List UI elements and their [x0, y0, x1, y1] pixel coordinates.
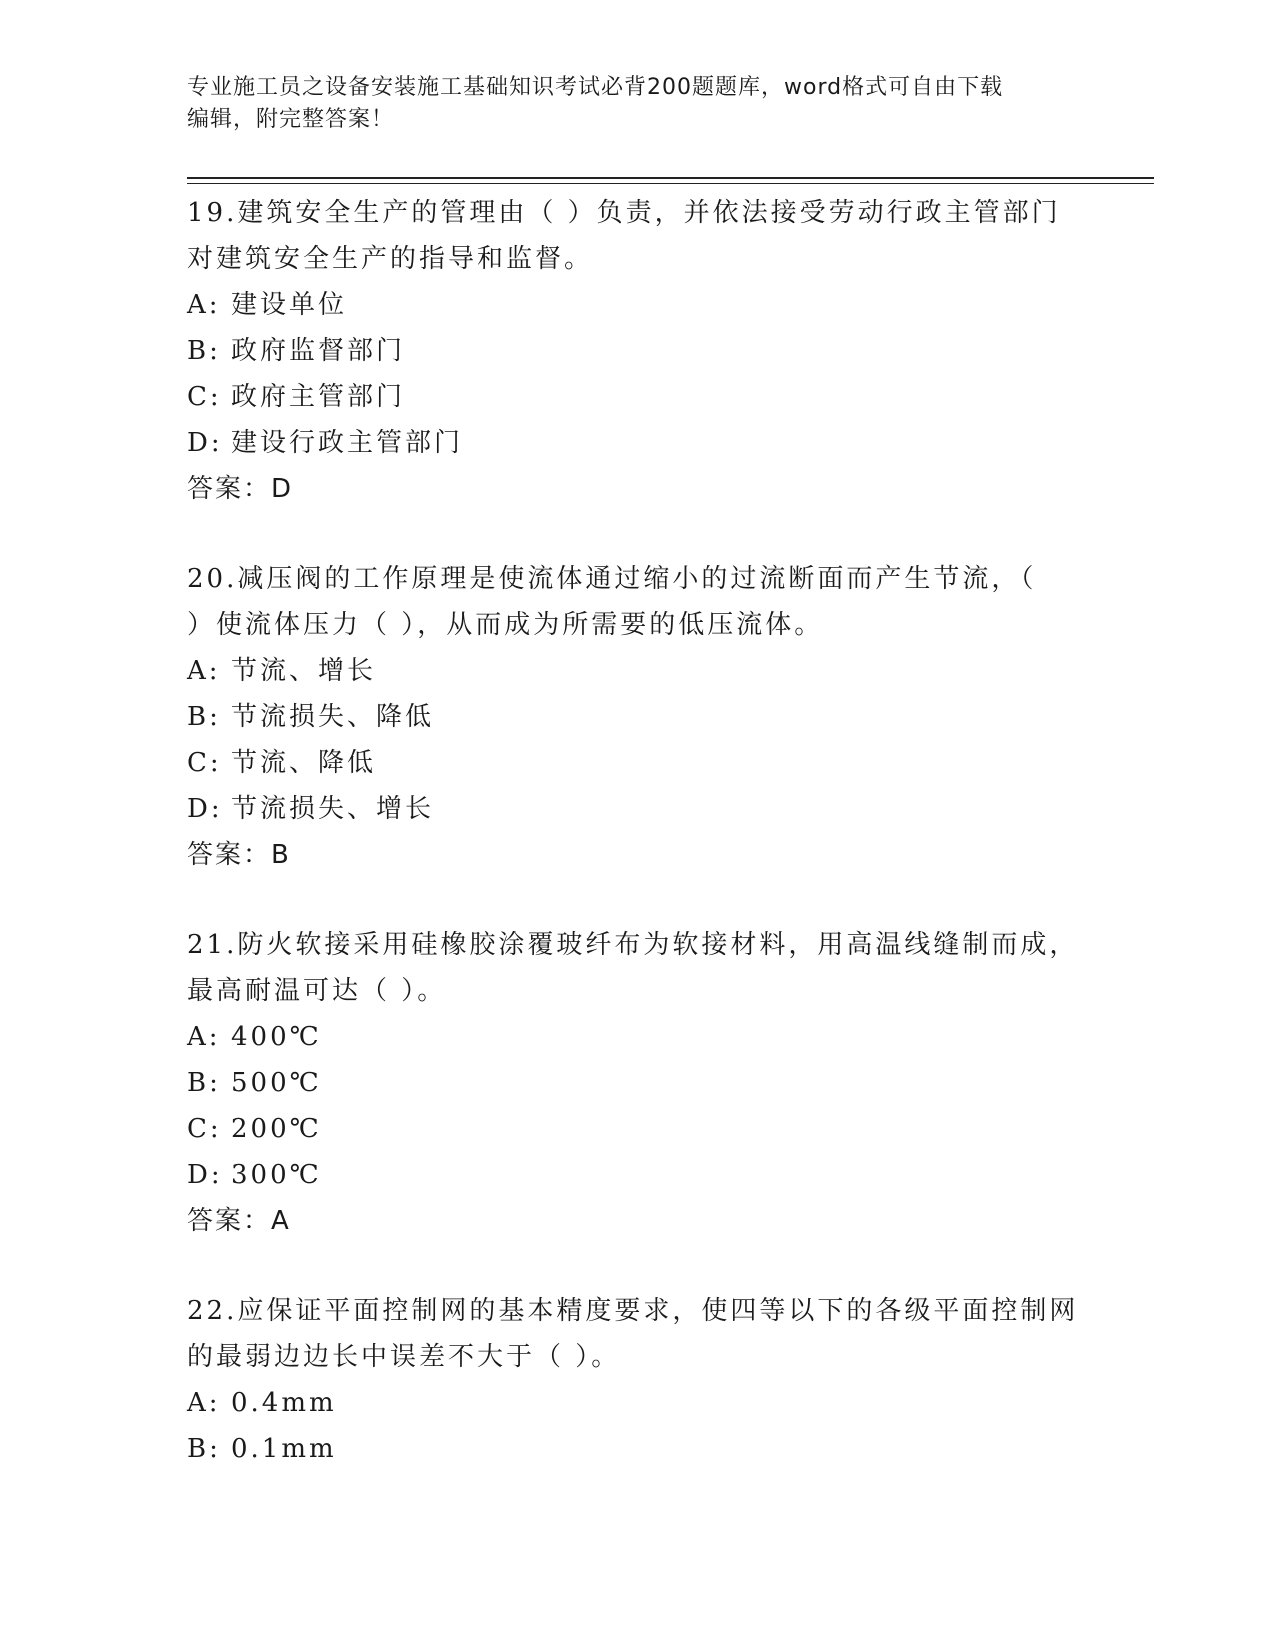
option-text: 建设行政主管部门 [231, 428, 464, 458]
option-text: 200℃ [231, 1114, 322, 1144]
option-text: 0.1mm [231, 1434, 337, 1464]
option-letter: C: [187, 1114, 222, 1144]
option-b [187, 1426, 1087, 1472]
option-letter: B: [187, 1068, 221, 1098]
option-d [187, 786, 1087, 832]
option-letter: A: [187, 1022, 221, 1052]
option-text: 0.4mm [231, 1388, 337, 1418]
option-a [187, 648, 1087, 694]
option-letter: D: [187, 1160, 223, 1190]
option-a [187, 1014, 1087, 1060]
question-21 [187, 922, 1087, 1244]
header-line-1: 专业施工员之设备安装施工基础知识考试必背200题题库，word格式可自由下载 [187, 75, 1004, 100]
option-text: 500℃ [231, 1068, 322, 1098]
option-letter: B: [187, 336, 221, 366]
answer-line: 答案：B [187, 840, 291, 870]
question-text-line: 22.应保证平面控制网的基本精度要求，使四等以下的各级平面控制网 [187, 1296, 1079, 1326]
question-20 [187, 556, 1087, 878]
option-d [187, 1152, 1087, 1198]
option-text: 建设单位 [231, 290, 348, 320]
header-divider-thick [187, 177, 1154, 179]
option-letter: C: [187, 382, 222, 412]
question-text-line: 对建筑安全生产的指导和监督。 [187, 244, 594, 274]
option-b [187, 328, 1087, 374]
option-text: 政府监督部门 [231, 336, 406, 366]
option-letter: A: [187, 1388, 221, 1418]
option-letter: B: [187, 1434, 221, 1464]
question-text-line: 的最弱边边长中误差不大于（ ）。 [187, 1342, 621, 1372]
option-text: 节流、降低 [231, 748, 377, 778]
question-text-line: 21.防火软接采用硅橡胶涂覆玻纤布为软接材料，用高温线缝制而成， [187, 930, 1079, 960]
option-letter: D: [187, 794, 223, 824]
answer-line: 答案：D [187, 474, 294, 504]
option-c [187, 740, 1087, 786]
option-text: 400℃ [231, 1022, 322, 1052]
question-text-line: 20.减压阀的工作原理是使流体通过缩小的过流断面而产生节流，（ [187, 564, 1037, 594]
question-text-line: 19.建筑安全生产的管理由（ ）负责，并依法接受劳动行政主管部门 [187, 198, 1061, 228]
option-text: 节流损失、降低 [231, 702, 435, 732]
option-text: 300℃ [231, 1160, 322, 1190]
option-letter: D: [187, 428, 223, 458]
option-text: 节流损失、增长 [231, 794, 435, 824]
option-c [187, 1106, 1087, 1152]
option-d [187, 420, 1087, 466]
option-b [187, 1060, 1087, 1106]
question-text-line: 最高耐温可达（ ）。 [187, 976, 447, 1006]
option-a [187, 282, 1087, 328]
header-line-2: 编辑，附完整答案！ [187, 107, 395, 132]
question-list [187, 190, 1087, 1516]
question-text-line: ）使流体压力（ ），从而成为所需要的低压流体。 [187, 610, 824, 640]
option-letter: B: [187, 702, 221, 732]
option-b [187, 694, 1087, 740]
option-text: 政府主管部门 [231, 382, 406, 412]
question-19 [187, 190, 1087, 512]
question-22 [187, 1288, 1087, 1472]
document-header [187, 72, 1087, 136]
option-letter: A: [187, 656, 221, 686]
option-text: 节流、增长 [231, 656, 377, 686]
option-letter: C: [187, 748, 222, 778]
header-divider-thin [187, 183, 1154, 184]
option-a [187, 1380, 1087, 1426]
answer-line: 答案：A [187, 1206, 291, 1236]
option-letter: A: [187, 290, 221, 320]
option-c [187, 374, 1087, 420]
